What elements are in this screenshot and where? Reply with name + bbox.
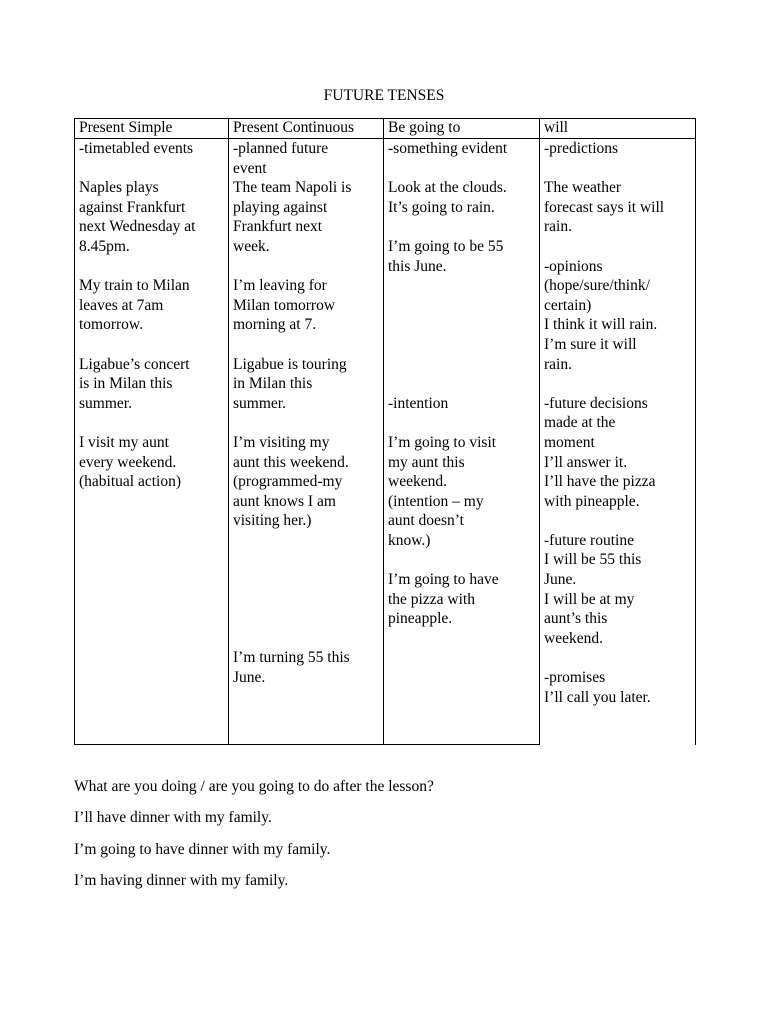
- table-header-row: [75, 119, 696, 139]
- future-tenses-table: [74, 118, 696, 745]
- header-present-continuous: Present Continuous: [229, 119, 384, 139]
- cell-present-simple: -timetabled events Naples plays against Frankfurt next Wednesday at 8.45pm. My train to Milan leaves at 7am tomorrow. Ligabue’s concert is in Milan this summer. I visit my aunt every weekend. (habitual action): [75, 139, 229, 745]
- cell-will: -predictions The weather forecast says it will rain. -opinions (hope/sure/think/ certain) I think it will rain. I’m sure it will rain. -future decisions made at the moment I’ll answer it. I’ll have the pizza with pineapple. -future routine I will be 55 this June. I will be at my aunt’s this weekend. -promises I’ll call you later.: [540, 139, 696, 745]
- header-will: will: [540, 119, 696, 139]
- table-row: [75, 139, 696, 745]
- answer-line-going-to: I’m going to have dinner with my family.: [74, 841, 331, 858]
- cell-present-continuous: -planned future event The team Napoli is playing against Frankfurt next week. I’m leaving for Milan tomorrow morning at 7. Ligabue is touring in Milan this summer. I’m visiting my aunt this weekend. (programmed-my aunt knows I am visiting her.) I’m turning 55 this June.: [229, 139, 384, 745]
- answer-line-present-continuous: I’m having dinner with my family.: [74, 872, 289, 889]
- cell-be-going-to: -something evident Look at the clouds. It’s going to rain. I’m going to be 55 this June. -intention I’m going to visit my aunt this weekend. (intention – my aunt doesn’t know.) I’m going to have the pizza with pineapple.: [384, 139, 540, 745]
- question-line: What are you doing / are you going to do after the lesson?: [74, 778, 434, 795]
- page-title: FUTURE TENSES: [323, 87, 445, 104]
- answer-line-will: I’ll have dinner with my family.: [74, 809, 272, 826]
- header-present-simple: Present Simple: [75, 119, 229, 139]
- header-be-going-to: Be going to: [384, 119, 540, 139]
